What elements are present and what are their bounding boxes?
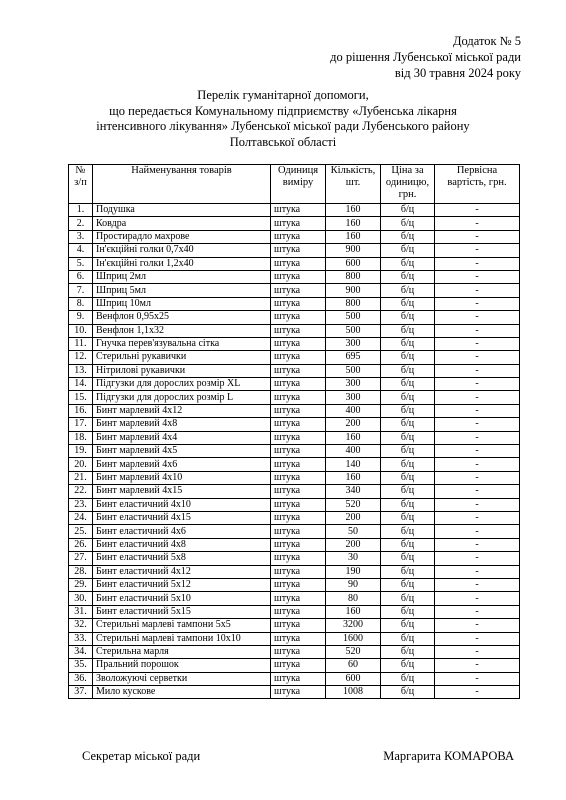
title-line-4: Полтавської області bbox=[229, 134, 337, 149]
cell-original-value: - bbox=[435, 445, 520, 458]
cell-unit: штука bbox=[271, 672, 326, 685]
cell-item-name: Венфлон 0,95х25 bbox=[93, 311, 271, 324]
cell-original-value: - bbox=[435, 404, 520, 417]
items-table bbox=[68, 164, 520, 699]
table-row bbox=[69, 672, 520, 685]
cell-original-value: - bbox=[435, 565, 520, 578]
cell-item-name: Стерильні марлеві тампони 10х10 bbox=[93, 632, 271, 645]
appendix-header bbox=[330, 33, 521, 81]
cell-unit: штука bbox=[271, 686, 326, 699]
signatory-name: Маргарита КОМАРОВА bbox=[383, 749, 514, 763]
cell-price: б/ц bbox=[381, 337, 435, 350]
appendix-decision: до рішення Лубенської міської ради bbox=[330, 50, 521, 64]
cell-unit: штука bbox=[271, 431, 326, 444]
cell-number: 33. bbox=[69, 632, 93, 645]
cell-unit: штука bbox=[271, 552, 326, 565]
cell-original-value: - bbox=[435, 498, 520, 511]
cell-unit: штука bbox=[271, 418, 326, 431]
cell-unit: штука bbox=[271, 525, 326, 538]
cell-quantity: 80 bbox=[326, 592, 381, 605]
cell-unit: штука bbox=[271, 217, 326, 230]
cell-price: б/ц bbox=[381, 404, 435, 417]
cell-number: 34. bbox=[69, 645, 93, 658]
cell-item-name: Бинт еластичний 4х6 bbox=[93, 525, 271, 538]
cell-item-name: Гнучка перев'язувальна сітка bbox=[93, 337, 271, 350]
cell-item-name: Венфлон 1,1х32 bbox=[93, 324, 271, 337]
cell-original-value: - bbox=[435, 284, 520, 297]
table-row bbox=[69, 204, 520, 217]
cell-number: 35. bbox=[69, 659, 93, 672]
cell-item-name: Ін'єкційні голки 1,2х40 bbox=[93, 257, 271, 270]
cell-price: б/ц bbox=[381, 619, 435, 632]
cell-item-name: Мило кускове bbox=[93, 686, 271, 699]
cell-item-name: Бинт марлевий 4х12 bbox=[93, 404, 271, 417]
table-row bbox=[69, 404, 520, 417]
table-row bbox=[69, 378, 520, 391]
table-row bbox=[69, 686, 520, 699]
table-row bbox=[69, 578, 520, 591]
cell-item-name: Бинт марлевий 4х5 bbox=[93, 445, 271, 458]
cell-quantity: 520 bbox=[326, 645, 381, 658]
cell-number: 18. bbox=[69, 431, 93, 444]
cell-unit: штука bbox=[271, 498, 326, 511]
cell-unit: штука bbox=[271, 632, 326, 645]
cell-price: б/ц bbox=[381, 351, 435, 364]
cell-price: б/ц bbox=[381, 565, 435, 578]
table-row bbox=[69, 525, 520, 538]
cell-quantity: 600 bbox=[326, 257, 381, 270]
cell-item-name: Стерильні рукавички bbox=[93, 351, 271, 364]
cell-item-name: Бинт еластичний 5х10 bbox=[93, 592, 271, 605]
cell-quantity: 160 bbox=[326, 217, 381, 230]
cell-original-value: - bbox=[435, 391, 520, 404]
cell-number: 23. bbox=[69, 498, 93, 511]
cell-price: б/ц bbox=[381, 511, 435, 524]
cell-unit: штука bbox=[271, 605, 326, 618]
cell-number: 6. bbox=[69, 270, 93, 283]
column-header-quantity: Кількість, шт. bbox=[326, 165, 381, 204]
column-header-number: № з/п bbox=[69, 165, 93, 204]
table-row bbox=[69, 645, 520, 658]
cell-number: 31. bbox=[69, 605, 93, 618]
cell-quantity: 300 bbox=[326, 391, 381, 404]
cell-quantity: 600 bbox=[326, 672, 381, 685]
cell-quantity: 60 bbox=[326, 659, 381, 672]
cell-original-value: - bbox=[435, 686, 520, 699]
cell-quantity: 3200 bbox=[326, 619, 381, 632]
cell-original-value: - bbox=[435, 525, 520, 538]
table-row bbox=[69, 391, 520, 404]
cell-original-value: - bbox=[435, 672, 520, 685]
cell-item-name: Ковдра bbox=[93, 217, 271, 230]
table-row bbox=[69, 217, 520, 230]
signatory-position: Секретар міської ради bbox=[82, 749, 201, 763]
cell-price: б/ц bbox=[381, 284, 435, 297]
cell-quantity: 160 bbox=[326, 431, 381, 444]
cell-unit: штука bbox=[271, 270, 326, 283]
cell-price: б/ц bbox=[381, 659, 435, 672]
cell-price: б/ц bbox=[381, 485, 435, 498]
cell-quantity: 200 bbox=[326, 418, 381, 431]
cell-number: 1. bbox=[69, 204, 93, 217]
cell-item-name: Шприц 2мл bbox=[93, 270, 271, 283]
cell-number: 16. bbox=[69, 404, 93, 417]
column-header-unit: Одиниця виміру bbox=[271, 165, 326, 204]
cell-number: 28. bbox=[69, 565, 93, 578]
cell-quantity: 160 bbox=[326, 230, 381, 243]
cell-unit: штука bbox=[271, 257, 326, 270]
cell-original-value: - bbox=[435, 364, 520, 377]
table-row bbox=[69, 230, 520, 243]
cell-original-value: - bbox=[435, 270, 520, 283]
column-header-name: Найменування товарів bbox=[93, 165, 271, 204]
column-header-price: Ціна за одиницю, грн. bbox=[381, 165, 435, 204]
cell-price: б/ц bbox=[381, 458, 435, 471]
cell-item-name: Простирадло махрове bbox=[93, 230, 271, 243]
cell-quantity: 800 bbox=[326, 270, 381, 283]
cell-unit: штука bbox=[271, 311, 326, 324]
table-row bbox=[69, 565, 520, 578]
cell-original-value: - bbox=[435, 578, 520, 591]
cell-quantity: 200 bbox=[326, 538, 381, 551]
cell-quantity: 695 bbox=[326, 351, 381, 364]
cell-item-name: Бинт еластичний 5х15 bbox=[93, 605, 271, 618]
cell-unit: штука bbox=[271, 592, 326, 605]
cell-quantity: 90 bbox=[326, 578, 381, 591]
cell-price: б/ц bbox=[381, 324, 435, 337]
cell-original-value: - bbox=[435, 311, 520, 324]
cell-unit: штука bbox=[271, 471, 326, 484]
cell-number: 22. bbox=[69, 485, 93, 498]
cell-original-value: - bbox=[435, 351, 520, 364]
table-row bbox=[69, 659, 520, 672]
cell-price: б/ц bbox=[381, 525, 435, 538]
cell-item-name: Бинт марлевий 4х6 bbox=[93, 458, 271, 471]
table-row bbox=[69, 364, 520, 377]
cell-item-name: Бинт еластичний 4х12 bbox=[93, 565, 271, 578]
cell-unit: штука bbox=[271, 458, 326, 471]
cell-original-value: - bbox=[435, 244, 520, 257]
cell-price: б/ц bbox=[381, 605, 435, 618]
cell-original-value: - bbox=[435, 378, 520, 391]
cell-price: б/ц bbox=[381, 270, 435, 283]
cell-price: б/ц bbox=[381, 686, 435, 699]
cell-unit: штука bbox=[271, 511, 326, 524]
cell-quantity: 800 bbox=[326, 297, 381, 310]
cell-number: 26. bbox=[69, 538, 93, 551]
cell-original-value: - bbox=[435, 217, 520, 230]
cell-unit: штука bbox=[271, 284, 326, 297]
cell-item-name: Бинт еластичний 5х8 bbox=[93, 552, 271, 565]
cell-item-name: Бинт еластичний 5х12 bbox=[93, 578, 271, 591]
cell-original-value: - bbox=[435, 538, 520, 551]
cell-number: 29. bbox=[69, 578, 93, 591]
cell-quantity: 900 bbox=[326, 244, 381, 257]
cell-number: 24. bbox=[69, 511, 93, 524]
cell-price: б/ц bbox=[381, 445, 435, 458]
cell-number: 37. bbox=[69, 686, 93, 699]
cell-price: б/ц bbox=[381, 244, 435, 257]
cell-price: б/ц bbox=[381, 391, 435, 404]
cell-original-value: - bbox=[435, 471, 520, 484]
title-line-3: інтенсивного лікування» Лубенської міської ради Лубенського району bbox=[96, 119, 470, 133]
cell-number: 30. bbox=[69, 592, 93, 605]
cell-quantity: 300 bbox=[326, 337, 381, 350]
cell-unit: штука bbox=[271, 565, 326, 578]
table-row bbox=[69, 632, 520, 645]
cell-item-name: Подушка bbox=[93, 204, 271, 217]
cell-number: 11. bbox=[69, 337, 93, 350]
cell-original-value: - bbox=[435, 592, 520, 605]
cell-original-value: - bbox=[435, 458, 520, 471]
cell-number: 19. bbox=[69, 445, 93, 458]
table-row bbox=[69, 351, 520, 364]
cell-price: б/ц bbox=[381, 297, 435, 310]
cell-original-value: - bbox=[435, 605, 520, 618]
cell-original-value: - bbox=[435, 431, 520, 444]
cell-original-value: - bbox=[435, 204, 520, 217]
cell-unit: штука bbox=[271, 244, 326, 257]
cell-quantity: 300 bbox=[326, 378, 381, 391]
cell-unit: штука bbox=[271, 351, 326, 364]
table-row bbox=[69, 471, 520, 484]
cell-unit: штука bbox=[271, 404, 326, 417]
cell-unit: штука bbox=[271, 391, 326, 404]
cell-quantity: 400 bbox=[326, 404, 381, 417]
appendix-number: Додаток № 5 bbox=[452, 34, 521, 48]
cell-quantity: 340 bbox=[326, 485, 381, 498]
cell-item-name: Стерильні марлеві тампони 5х5 bbox=[93, 619, 271, 632]
cell-number: 36. bbox=[69, 672, 93, 685]
cell-quantity: 190 bbox=[326, 565, 381, 578]
table-row bbox=[69, 431, 520, 444]
cell-unit: штука bbox=[271, 324, 326, 337]
cell-unit: штука bbox=[271, 485, 326, 498]
cell-item-name: Бинт еластичний 4х8 bbox=[93, 538, 271, 551]
cell-quantity: 520 bbox=[326, 498, 381, 511]
cell-unit: штука bbox=[271, 378, 326, 391]
cell-quantity: 900 bbox=[326, 284, 381, 297]
cell-price: б/ц bbox=[381, 431, 435, 444]
cell-price: б/ц bbox=[381, 578, 435, 591]
cell-original-value: - bbox=[435, 257, 520, 270]
cell-item-name: Пральний порошок bbox=[93, 659, 271, 672]
table-row bbox=[69, 284, 520, 297]
cell-original-value: - bbox=[435, 324, 520, 337]
cell-number: 12. bbox=[69, 351, 93, 364]
cell-number: 20. bbox=[69, 458, 93, 471]
cell-price: б/ц bbox=[381, 592, 435, 605]
cell-unit: штука bbox=[271, 297, 326, 310]
cell-unit: штука bbox=[271, 619, 326, 632]
cell-original-value: - bbox=[435, 297, 520, 310]
cell-price: б/ц bbox=[381, 217, 435, 230]
cell-number: 8. bbox=[69, 297, 93, 310]
table-row bbox=[69, 244, 520, 257]
cell-unit: штука bbox=[271, 538, 326, 551]
table-row bbox=[69, 324, 520, 337]
cell-item-name: Стерильна марля bbox=[93, 645, 271, 658]
cell-price: б/ц bbox=[381, 418, 435, 431]
cell-quantity: 1008 bbox=[326, 686, 381, 699]
table-row bbox=[69, 257, 520, 270]
cell-quantity: 160 bbox=[326, 204, 381, 217]
cell-quantity: 200 bbox=[326, 511, 381, 524]
cell-quantity: 500 bbox=[326, 311, 381, 324]
cell-item-name: Бинт марлевий 4х8 bbox=[93, 418, 271, 431]
table-row bbox=[69, 552, 520, 565]
title-line-2: що передається Комунальному підприємству «Лубенська лікарня bbox=[109, 103, 457, 118]
table-row bbox=[69, 297, 520, 310]
cell-price: б/ц bbox=[381, 552, 435, 565]
cell-item-name: Бинт еластичний 4х15 bbox=[93, 511, 271, 524]
table-row bbox=[69, 605, 520, 618]
cell-original-value: - bbox=[435, 659, 520, 672]
cell-item-name: Шприц 10мл bbox=[93, 297, 271, 310]
table-row bbox=[69, 418, 520, 431]
cell-price: б/ц bbox=[381, 230, 435, 243]
cell-unit: штука bbox=[271, 645, 326, 658]
cell-price: б/ц bbox=[381, 311, 435, 324]
cell-quantity: 500 bbox=[326, 324, 381, 337]
cell-quantity: 50 bbox=[326, 525, 381, 538]
cell-quantity: 1600 bbox=[326, 632, 381, 645]
table-row bbox=[69, 337, 520, 350]
cell-item-name: Ін'єкційні голки 0,7х40 bbox=[93, 244, 271, 257]
cell-original-value: - bbox=[435, 552, 520, 565]
cell-unit: штука bbox=[271, 364, 326, 377]
cell-original-value: - bbox=[435, 645, 520, 658]
cell-price: б/ц bbox=[381, 538, 435, 551]
cell-price: б/ц bbox=[381, 645, 435, 658]
cell-number: 15. bbox=[69, 391, 93, 404]
cell-quantity: 30 bbox=[326, 552, 381, 565]
cell-number: 2. bbox=[69, 217, 93, 230]
cell-original-value: - bbox=[435, 511, 520, 524]
cell-number: 17. bbox=[69, 418, 93, 431]
table-row bbox=[69, 311, 520, 324]
cell-number: 25. bbox=[69, 525, 93, 538]
cell-quantity: 500 bbox=[326, 364, 381, 377]
table-row bbox=[69, 592, 520, 605]
cell-unit: штука bbox=[271, 578, 326, 591]
cell-price: б/ц bbox=[381, 498, 435, 511]
cell-number: 27. bbox=[69, 552, 93, 565]
cell-quantity: 160 bbox=[326, 471, 381, 484]
cell-original-value: - bbox=[435, 632, 520, 645]
cell-original-value: - bbox=[435, 230, 520, 243]
cell-number: 9. bbox=[69, 311, 93, 324]
column-header-original-value: Первісна вартість, грн. bbox=[435, 165, 520, 204]
table-row bbox=[69, 485, 520, 498]
cell-unit: штука bbox=[271, 445, 326, 458]
appendix-date: від 30 травня 2024 року bbox=[394, 66, 521, 80]
cell-unit: штука bbox=[271, 659, 326, 672]
cell-price: б/ц bbox=[381, 672, 435, 685]
table-header-row bbox=[69, 165, 520, 204]
cell-item-name: Бинт марлевий 4х4 bbox=[93, 431, 271, 444]
table-row bbox=[69, 538, 520, 551]
table-row bbox=[69, 445, 520, 458]
cell-number: 3. bbox=[69, 230, 93, 243]
table-row bbox=[69, 498, 520, 511]
table-row bbox=[69, 619, 520, 632]
table-row bbox=[69, 270, 520, 283]
cell-original-value: - bbox=[435, 619, 520, 632]
cell-item-name: Бинт марлевий 4х10 bbox=[93, 471, 271, 484]
cell-number: 7. bbox=[69, 284, 93, 297]
cell-unit: штука bbox=[271, 337, 326, 350]
document-title bbox=[40, 88, 526, 150]
cell-price: б/ц bbox=[381, 364, 435, 377]
cell-original-value: - bbox=[435, 485, 520, 498]
cell-number: 21. bbox=[69, 471, 93, 484]
cell-unit: штука bbox=[271, 230, 326, 243]
cell-original-value: - bbox=[435, 418, 520, 431]
cell-item-name: Бинт марлевий 4х15 bbox=[93, 485, 271, 498]
cell-item-name: Шприц 5мл bbox=[93, 284, 271, 297]
cell-number: 10. bbox=[69, 324, 93, 337]
cell-number: 14. bbox=[69, 378, 93, 391]
cell-price: б/ц bbox=[381, 632, 435, 645]
cell-item-name: Бинт еластичний 4х10 bbox=[93, 498, 271, 511]
cell-unit: штука bbox=[271, 204, 326, 217]
cell-item-name: Зволожуючі серветки bbox=[93, 672, 271, 685]
cell-price: б/ц bbox=[381, 257, 435, 270]
cell-number: 5. bbox=[69, 257, 93, 270]
cell-item-name: Підгузки для дорослих розмір XL bbox=[93, 378, 271, 391]
cell-quantity: 140 bbox=[326, 458, 381, 471]
cell-original-value: - bbox=[435, 337, 520, 350]
table-row bbox=[69, 511, 520, 524]
cell-item-name: Нітрилові рукавички bbox=[93, 364, 271, 377]
title-line-1: Перелік гуманітарної допомоги, bbox=[197, 88, 369, 102]
table-body bbox=[69, 204, 520, 699]
cell-item-name: Підгузки для дорослих розмір L bbox=[93, 391, 271, 404]
cell-number: 13. bbox=[69, 364, 93, 377]
cell-number: 4. bbox=[69, 244, 93, 257]
cell-quantity: 160 bbox=[326, 605, 381, 618]
cell-quantity: 400 bbox=[326, 445, 381, 458]
cell-number: 32. bbox=[69, 619, 93, 632]
table-row bbox=[69, 458, 520, 471]
cell-price: б/ц bbox=[381, 471, 435, 484]
cell-price: б/ц bbox=[381, 378, 435, 391]
cell-price: б/ц bbox=[381, 204, 435, 217]
